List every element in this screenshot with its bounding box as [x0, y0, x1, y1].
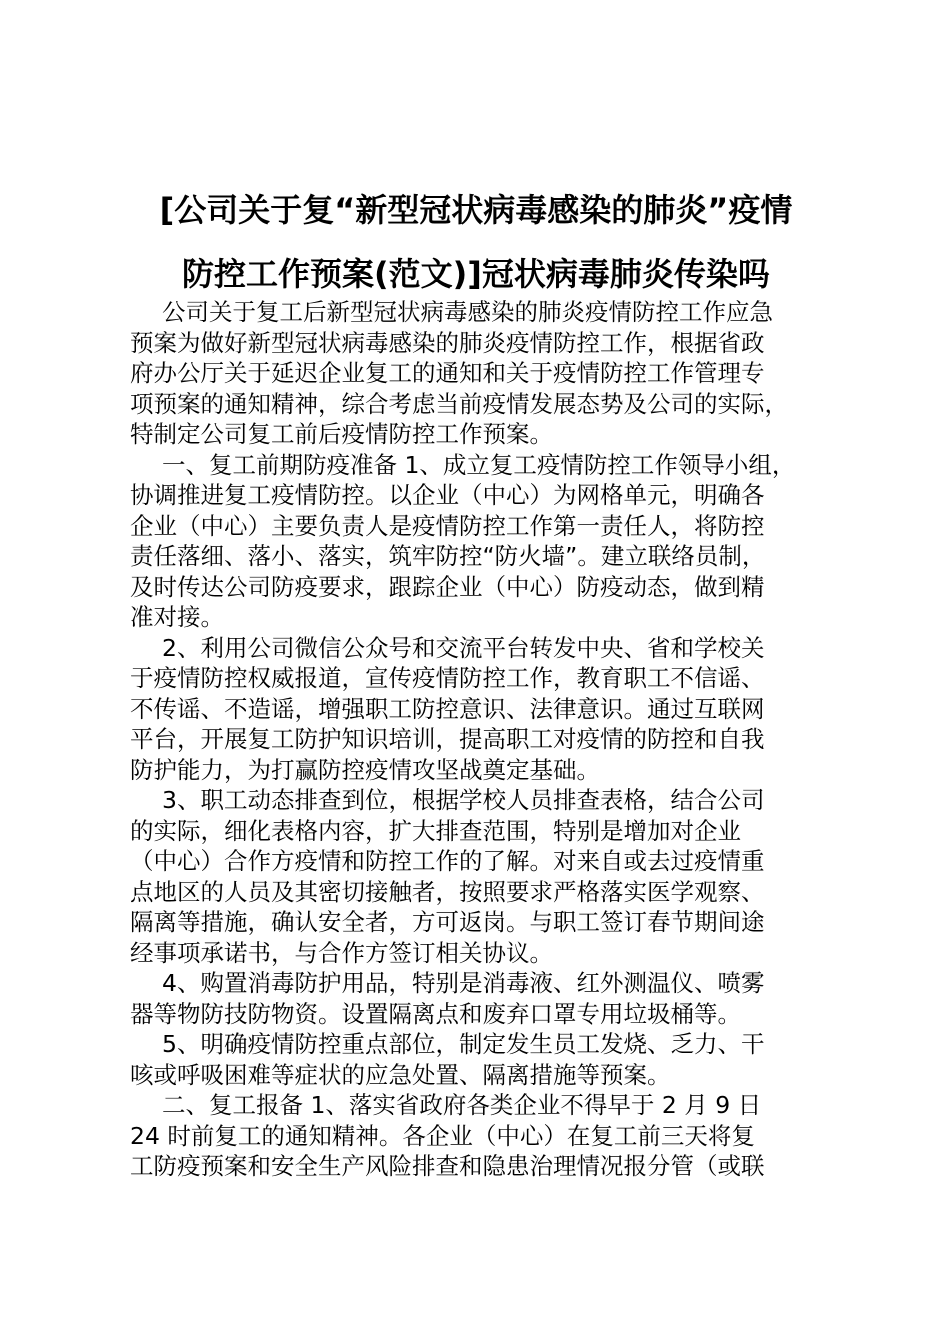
body-line: 防护能力，为打赢防控疫情攻坚战奠定基础。 [130, 755, 600, 784]
document-title [100, 178, 852, 306]
body-line: 经事项承诺书，与合作方签订相关协议。 [130, 938, 553, 967]
body-line: （中心）合作方疫情和防控工作的了解。对来自或去过疫情重 [130, 847, 765, 875]
title-line-2: 防控工作预案(范文)]冠状病毒肺炎传染吗 [182, 255, 770, 293]
body-line: 工防疫预案和安全生产风险排查和隐患治理情况报分管（或联 [130, 1152, 765, 1180]
body-line: 4、购置消毒防护用品，特别是消毒液、红外测温仪、喷雾 [162, 969, 765, 997]
body-line: 不传谣、不造谣，增强职工防控意识、法律意识。通过互联网 [130, 694, 765, 723]
body-line: 5、明确疫情防控重点部位，制定发生员工发烧、乏力、干 [162, 1030, 765, 1058]
body-line: 企业（中心）主要负责人是疫情防控工作第一责任人，将防控 [130, 511, 765, 540]
body-line: 点地区的人员及其密切接触者，按照要求严格落实医学观察、 [130, 877, 765, 906]
body-line: 责任落细、落小、落实，筑牢防控“防火墙”。建立联络员制， [130, 542, 766, 570]
body-line: 准对接。 [130, 603, 224, 631]
body-line: 的实际，细化表格内容，扩大排查范围，特别是增加对企业 [130, 816, 741, 845]
body-line: 器等物防技防物资。设置隔离点和废弃口罩专用垃圾桶等。 [130, 999, 741, 1028]
title-line-1: [公司关于复“新型冠状病毒感染的肺炎”疫情 [159, 191, 793, 229]
body-line: 府办公厅关于延迟企业复工的通知和关于疫情防控工作管理专 [130, 359, 765, 387]
body-line: 咳或呼吸困难等症状的应急处置、隔离措施等预案。 [130, 1060, 671, 1089]
body-line: 二、复工报备 1、落实省政府各类企业不得早于 2 月 9 日 [162, 1091, 762, 1119]
body-line: 一、复工前期防疫准备 1、成立复工疫情防控工作领导小组， [162, 450, 796, 479]
body-line: 公司关于复工后新型冠状病毒感染的肺炎疫情防控工作应急 [162, 298, 773, 326]
body-line: 预案为做好新型冠状病毒感染的肺炎疫情防控工作，根据省政 [130, 328, 765, 357]
body-line: 隔离等措施，确认安全者，方可返岗。与职工签订春节期间途 [130, 908, 765, 936]
body-line: 2、利用公司微信公众号和交流平台转发中央、省和学校关 [162, 633, 765, 662]
body-line: 及时传达公司防疫要求，跟踪企业（中心）防疫动态，做到精 [130, 572, 765, 601]
document-body [130, 297, 830, 1182]
body-line: 于疫情防控权威报道，宣传疫情防控工作，教育职工不信谣、 [130, 664, 765, 692]
body-line: 协调推进复工疫情防控。以企业（中心）为网格单元，明确各 [130, 481, 765, 509]
body-line: 3、职工动态排查到位，根据学校人员排查表格，结合公司 [162, 786, 765, 814]
body-line: 特制定公司复工前后疫情防控工作预案。 [130, 420, 553, 448]
body-line: 平台，开展复工防护知识培训，提高职工对疫情的防控和自我 [130, 725, 765, 753]
body-line: 项预案的通知精神，综合考虑当前疫情发展态势及公司的实际， [130, 389, 788, 418]
body-line: 24 时前复工的通知精神。各企业（中心）在复工前三天将复 [130, 1121, 755, 1150]
